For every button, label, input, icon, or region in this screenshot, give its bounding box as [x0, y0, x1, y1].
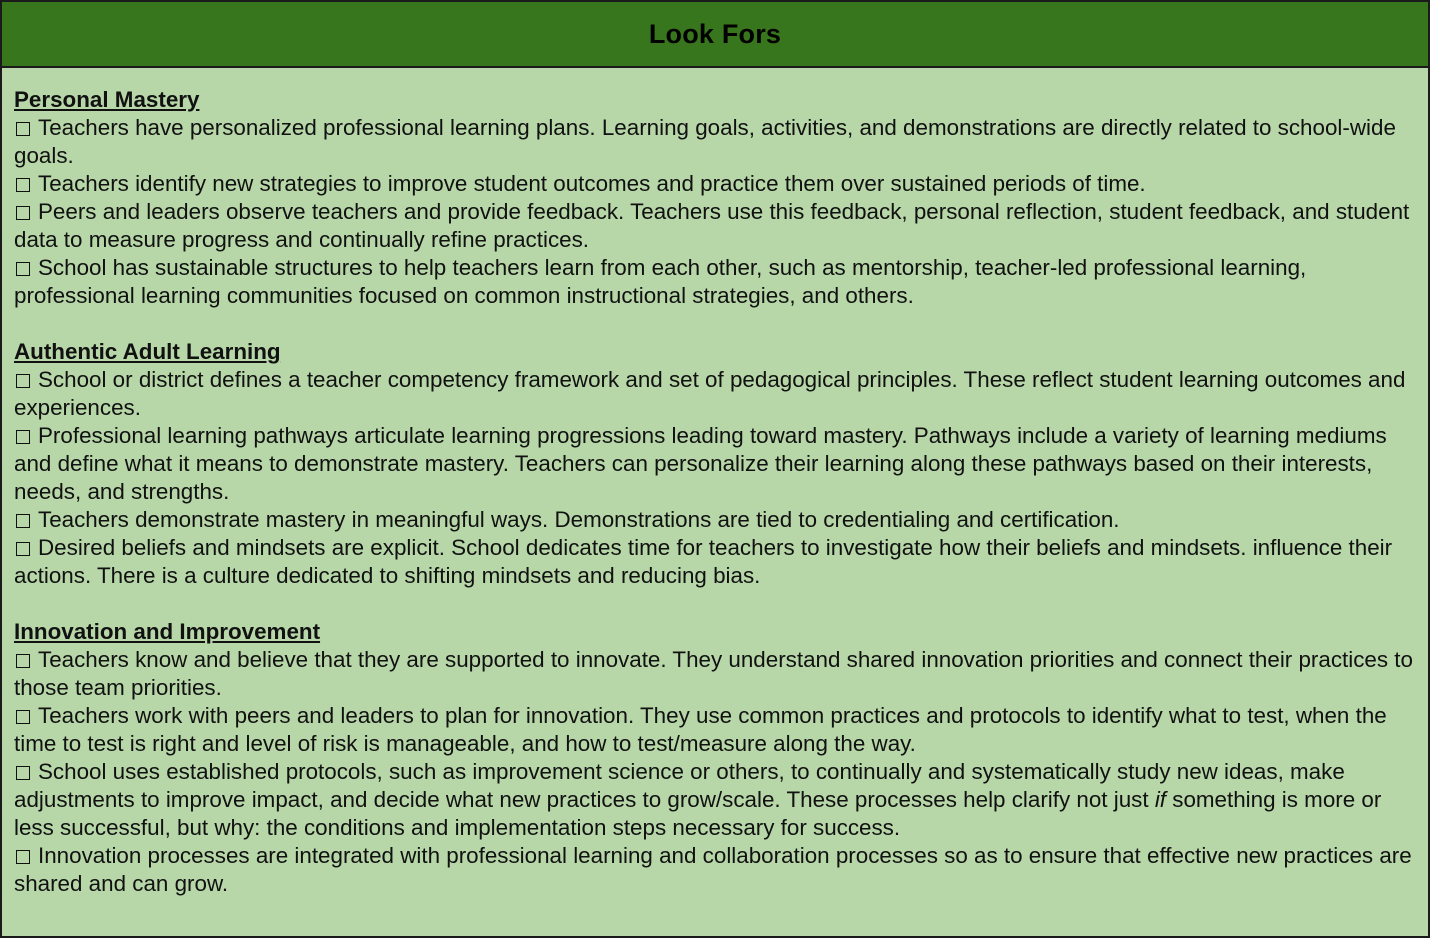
item-text: Teachers demonstrate mastery in meaningful ways. Demonstrations are tied to credentialing and certification.: [38, 507, 1120, 532]
section-title: Authentic Adult Learning: [14, 339, 281, 364]
section-personal-mastery: [14, 86, 1416, 310]
checklist-item: [14, 702, 1416, 758]
item-text: Professional learning pathways articulate learning progressions leading toward mastery. Pathways include a variety of learning mediums and define what it means to demonstrate mastery. Teachers can personalize their learning along these pathways based on their interests, needs, and strengths.: [14, 423, 1387, 504]
item-text: Teachers work with peers and leaders to plan for innovation. They use common practices and protocols to identify what to test, when the time to test is right and level of risk is manageable, and how to test/measure along the way.: [14, 703, 1387, 756]
checkbox-icon[interactable]: [16, 262, 30, 276]
checkbox-icon[interactable]: [16, 430, 30, 444]
section-innovation-and-improvement: [14, 618, 1416, 898]
item-text: Innovation processes are integrated with professional learning and collaboration processes so as to ensure that effective new practices are shared and can grow.: [14, 843, 1412, 896]
checklist-item: [14, 506, 1416, 534]
section-title: Personal Mastery: [14, 87, 200, 112]
checklist-item: [14, 646, 1416, 702]
table-header: [2, 2, 1428, 68]
checklist-item: [14, 842, 1416, 898]
checklist-item: [14, 758, 1416, 842]
checklist-item: [14, 534, 1416, 590]
checklist-item: [14, 198, 1416, 254]
checkbox-icon[interactable]: [16, 206, 30, 220]
checkbox-icon[interactable]: [16, 178, 30, 192]
checklist-item: [14, 114, 1416, 170]
table-title: Look Fors: [648, 18, 782, 49]
checkbox-icon[interactable]: [16, 542, 30, 556]
checkbox-icon[interactable]: [16, 766, 30, 780]
item-text-end: something is more or less successful, but why: the conditions and implementation steps necessary for success.: [14, 787, 1382, 840]
item-text: Teachers have personalized professional learning plans. Learning goals, activities, and demonstrations are directly related to school-wide goals.: [14, 115, 1396, 168]
item-text: Teachers identify new strategies to improve student outcomes and practice them over sustained periods of time.: [38, 171, 1146, 196]
checkbox-icon[interactable]: [16, 374, 30, 388]
checkbox-icon[interactable]: [16, 850, 30, 864]
checkbox-icon[interactable]: [16, 654, 30, 668]
section-title: Innovation and Improvement: [14, 619, 321, 644]
item-text-start: School uses established protocols, such as improvement science or others, to continually and systematically study new ideas, make adjustments to improve impact, and decide what new practices to grow/scale. These processes help clarify not just: [14, 759, 1345, 812]
item-text: School has sustainable structures to help teachers learn from each other, such as mentorship, teacher-led professional learning, professional learning communities focused on common instructional strategies, and others.: [14, 255, 1307, 308]
item-text: School or district defines a teacher competency framework and set of pedagogical principles. These reflect student learning outcomes and experiences.: [14, 367, 1406, 420]
checklist-item: [14, 254, 1416, 310]
item-text-emphasis: if: [1154, 787, 1167, 812]
checklist-item: [14, 422, 1416, 506]
section-authentic-adult-learning: [14, 338, 1416, 590]
item-text: Desired beliefs and mindsets are explicit. School dedicates time for teachers to investigate how their beliefs and mindsets. influence their actions. There is a culture dedicated to shifting mindsets and reducing bias.: [14, 535, 1393, 588]
checkbox-icon[interactable]: [16, 514, 30, 528]
checklist-item: [14, 366, 1416, 422]
table-body: [2, 68, 1428, 898]
checklist-item: [14, 170, 1416, 198]
item-text: Teachers know and believe that they are supported to innovate. They understand shared innovation priorities and connect their practices to those team priorities.: [14, 647, 1413, 700]
checkbox-icon[interactable]: [16, 122, 30, 136]
item-text: Peers and leaders observe teachers and provide feedback. Teachers use this feedback, personal reflection, student feedback, and student data to measure progress and continually refine practices.: [14, 199, 1410, 252]
checkbox-icon[interactable]: [16, 710, 30, 724]
